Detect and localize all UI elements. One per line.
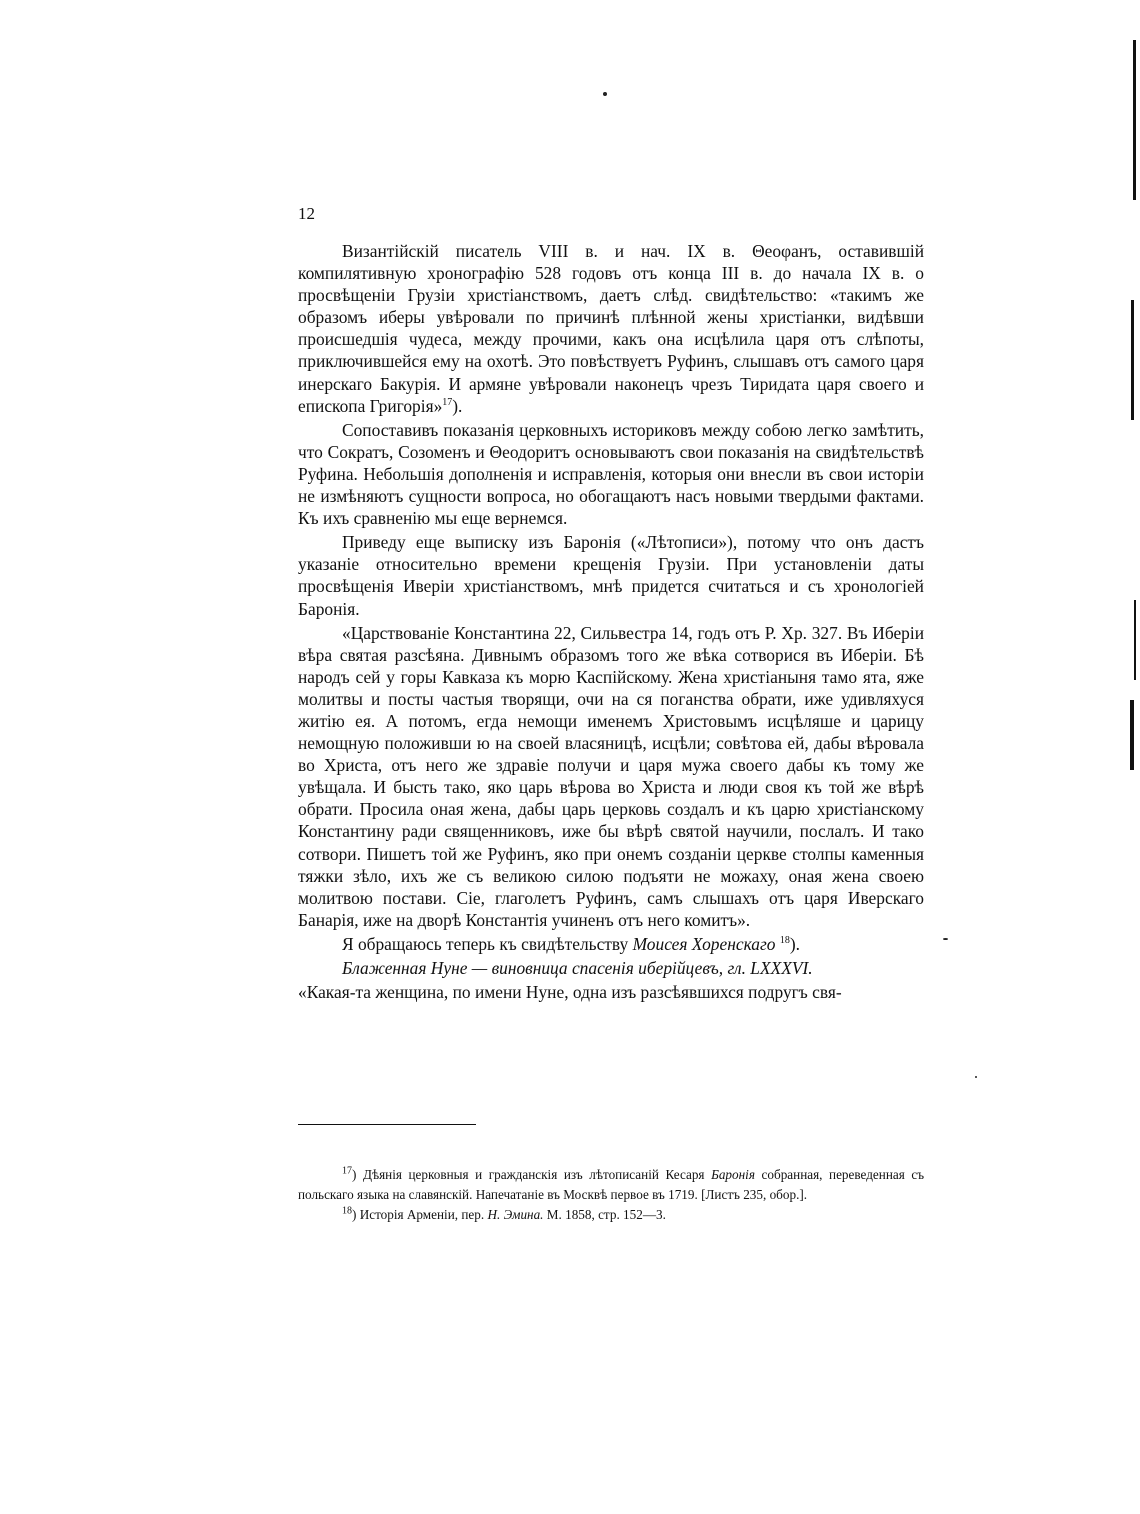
paragraph-byzantine-writer: Византійскій писатель VIII в. и нач. IX в. Θеоφанъ, оставившій компилятивную хронографію 528 годовъ отъ конца III в. до начала IX в. о просвѣщеніи Грузіи христіанствомъ, даетъ слѣд. свидѣтельство: «такимъ же образомъ иберы увѣровали по причинѣ плѣнной жены христіанки, видѣвши происшедшія чудеса, между прочими, какъ она исцѣлила царя отъ слѣпоты, приключившейся ему на охотѣ. Это повѣствуетъ Руфинъ, слышавъ отъ самого царя инерскаго Бакурія. И армяне увѣровали наконецъ чрезъ Тиридата царя своего и епископа Григорія»$^{17}$). (298, 241, 924, 416)
chapter-heading: Блаженная Нуне — виновница спасенія иберійцевъ, гл. LXXXVI. (342, 958, 813, 978)
scan-edge-mark (1133, 40, 1136, 200)
page-number: 12 (298, 204, 315, 223)
paragraph-quote: «Царствованіе Константина 22, Сильвестра 14, годъ отъ Р. Хр. 327. Въ Иберіи вѣра святая разсѣяна. Дивнымъ образомъ того же вѣка сотворися въ Иберіи. Бѣ народъ сей у горы Кавказа къ морю Каспійскому. Жена христіаныня тамо ята, яже молитвы и посты частыя творящи, очи на ся поганства обрати, иже удивляхуся житію ея. А потомъ, егда немощи именемъ Христовымъ исцѣляше и царицу немощную положивши ю на своей власяницѣ, исцѣли; совѣтова ей, дабы вѣровала во Христа, отъ него же здравіе получи и царя мужа своего дабы къ тому же увѣщала. И бысть тако, яко царь вѣрова во Христа и люди своя къ той же вѣрѣ обрати. Просила оная жена, дабы царь церковь создалъ и къ царю христіанскому Константину ради священниковъ, иже бы вѣрѣ святой научили, послалъ. И тако сотвори. Пишетъ той же Руфинъ, яко при онемъ созданіи церкве столпы каменныя тяжки зѣло, ихъ же съ великою силою подъяти не можаху, оная жена своею молитвою постави. Сіе, глаголетъ Руфинъ, самъ слышахъ отъ царя Иверскаго Банарія, иже на дворѣ Константія учиненъ отъ него комитъ». (298, 622, 924, 930)
scan-edge-mark (1130, 700, 1134, 770)
scan-speck (603, 92, 607, 96)
scan-edge-mark (1134, 600, 1136, 680)
body-text (298, 240, 924, 1005)
paragraph-moses: Я обращаюсь теперь къ свидѣтельству Моисея Хоренскаго $^{18}$). (342, 933, 800, 954)
footnote-ref-18: 18 (779, 935, 790, 947)
scan-speck (975, 1076, 977, 1078)
footnotes (298, 1165, 924, 1225)
footnote-ref-17: 17 (442, 396, 453, 408)
paragraph-baronius: Приведу еще выписку изъ Баронія («Лѣтописи»), потому что онъ дастъ указаніе относительно времени крещенія Грузіи. При установленіи даты просвѣщенія Иверіи христіанствомъ, мнѣ придется считаться и съ хронологіей Баронія. (298, 532, 924, 619)
paragraph-comparison: Сопоставивъ показанія церковныхъ историковъ между собою легко замѣтить, что Сократъ, Созоменъ и Θеодоритъ основываютъ свои показанія на свидѣтельствѣ Руфина. Небольшія дополненія и исправленія, которыя они внесли въ свои исторіи не измѣняютъ сущности вопроса, но обогащаютъ насъ новыми твердыми фактами. Къ ихъ сравненію мы еще вернемся. (298, 419, 924, 529)
footnote-18: $^{18}$) Исторія Арменіи, пер. Н. Эмина. М. 1858, стр. 152—3. (342, 1205, 666, 1222)
footnote-divider (298, 1124, 476, 1125)
footnote-17: $^{17}$) Дѣянія церковныя и гражданскія изъ лѣтописаній Кесаря Баронія собранная, переведенная съ польскаго языка на славянскій. Напечатаніе въ Москвѣ первое въ 1719. [Листъ 235, обор.]. (298, 1165, 925, 1202)
author-name: Моисея Хоренскаго (632, 933, 776, 954)
scan-speck (943, 938, 948, 940)
paragraph-nune: «Какая-та женщина, по имени Нуне, одна изъ разсѣявшихся подругъ свя- (298, 982, 842, 1003)
scan-edge-mark (1131, 300, 1134, 420)
